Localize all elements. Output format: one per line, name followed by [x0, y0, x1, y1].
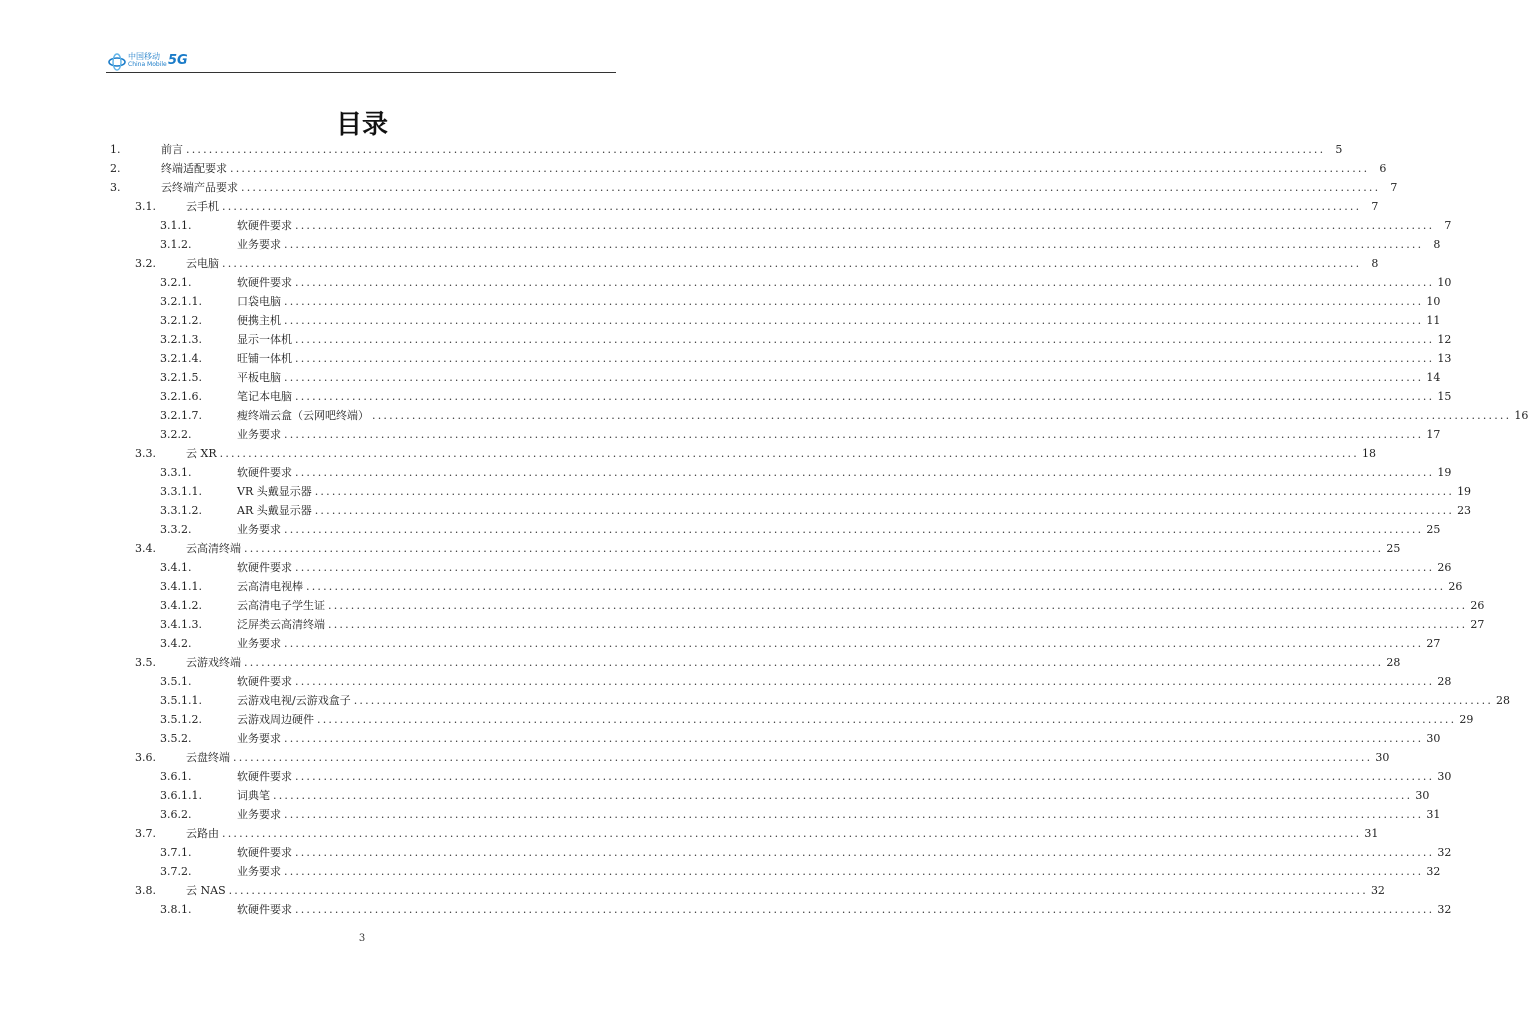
- toc-entry-number: 3.5.1.2.: [160, 713, 202, 726]
- toc-entry-line: [237, 463, 1452, 482]
- toc-entry-number: 3.2.1.7.: [160, 409, 202, 422]
- toc-entry[interactable]: [0, 273, 1452, 292]
- toc-entry-line: [237, 273, 1452, 292]
- toc-entry-number: 3.5.1.1.: [160, 694, 202, 707]
- toc-entry-page: 26: [1448, 580, 1463, 593]
- toc-entry-title: 云高清电视棒: [237, 580, 303, 593]
- toc-entry-line: [237, 425, 1441, 444]
- toc-entry-number: 3.4.2.: [160, 637, 192, 650]
- toc-entry-page: 27: [1470, 618, 1485, 631]
- toc-entry-line: [237, 330, 1452, 349]
- toc-entry[interactable]: [0, 159, 1387, 178]
- toc-entry-title: 业务要求: [237, 238, 281, 251]
- toc-entry-page: 30: [1375, 751, 1390, 764]
- toc-entry[interactable]: [0, 387, 1452, 406]
- toc-entry-number: 3.5.2.: [160, 732, 192, 745]
- toc-entry-page: 19: [1437, 466, 1452, 479]
- toc-entry-number: 3.4.: [135, 542, 156, 555]
- toc-dot-leader: ........................................................................................................................................................................................................: [317, 713, 1457, 726]
- toc-entry-number: 3.2.1.6.: [160, 390, 202, 403]
- toc-dot-leader: ........................................................................................................................................................................................................: [295, 276, 1435, 289]
- toc-entry-number: 3.7.1.: [160, 846, 192, 859]
- toc-entry-page: 30: [1437, 770, 1452, 783]
- toc-dot-leader: ........................................................................................................................................................................................................: [295, 903, 1435, 916]
- toc-dot-leader: ........................................................................................................................................................................................................: [306, 580, 1446, 593]
- toc-entry[interactable]: [0, 824, 1379, 843]
- toc-entry-number: 3.3.1.1.: [160, 485, 202, 498]
- toc-entry-line: [186, 748, 1390, 767]
- toc-entry-title: 云游戏周边硬件: [237, 713, 314, 726]
- toc-entry-number: 3.4.1.2.: [160, 599, 202, 612]
- toc-entry[interactable]: [0, 425, 1441, 444]
- toc-entry-number: 3.4.1.: [160, 561, 192, 574]
- toc-entry-page: 32: [1426, 865, 1441, 878]
- toc-entry-line: [237, 387, 1452, 406]
- page-number: 3: [358, 933, 366, 944]
- header-divider: [106, 72, 616, 73]
- toc-entry[interactable]: [0, 748, 1390, 767]
- toc-entry-page: 23: [1457, 504, 1472, 517]
- toc-dot-leader: ........................................................................................................................................................................................................: [273, 789, 1413, 802]
- toc-entry-page: 25: [1426, 523, 1441, 536]
- toc-entry[interactable]: [0, 881, 1385, 900]
- toc-entry-title: 前言: [161, 143, 183, 156]
- toc-entry-page: 30: [1426, 732, 1441, 745]
- toc-dot-leader: ........................................................................................................................................................................................................: [295, 466, 1435, 479]
- toc-entry-title: 业务要求: [237, 808, 281, 821]
- toc-entry-page: 17: [1426, 428, 1441, 441]
- toc-entry-number: 3.4.1.1.: [160, 580, 202, 593]
- toc-entry-number: 2.: [110, 162, 121, 175]
- toc-entry-page: 7: [1444, 219, 1452, 232]
- toc-entry-number: 3.1.2.: [160, 238, 192, 251]
- toc-dot-leader: ........................................................................................................................................................................................................: [328, 599, 1468, 612]
- toc-entry[interactable]: [0, 843, 1452, 862]
- toc-dot-leader: ........................................................................................................................................................................................................: [284, 371, 1424, 384]
- toc-entry-title: 云盘终端: [186, 751, 230, 764]
- toc-entry-line: [237, 596, 1485, 615]
- toc-entry-line: [237, 292, 1441, 311]
- toc-entry-page: 6: [1379, 162, 1387, 175]
- toc-dot-leader: ........................................................................................................................................................................................................: [222, 827, 1362, 840]
- toc-entry[interactable]: [0, 672, 1452, 691]
- toc-entry[interactable]: [0, 216, 1452, 235]
- toc-entry-line: [186, 197, 1379, 216]
- toc-entry-number: 3.2.1.4.: [160, 352, 202, 365]
- toc-entry[interactable]: [0, 596, 1485, 615]
- toc-entry-line: [237, 235, 1441, 254]
- toc-entry-page: 31: [1364, 827, 1379, 840]
- toc-entry-page: 28: [1386, 656, 1401, 669]
- toc-entry-line: [186, 653, 1401, 672]
- logo-cn-text: 中国移动: [128, 52, 160, 61]
- toc-entry-number: 3.1.1.: [160, 219, 192, 232]
- toc-entry-title: AR 头戴显示器: [237, 504, 312, 517]
- toc-dot-leader: ........................................................................................................................................................................................................: [222, 257, 1362, 270]
- toc-entry-page: 15: [1437, 390, 1452, 403]
- toc-entry-line: [237, 729, 1441, 748]
- toc-entry-title: 业务要求: [237, 865, 281, 878]
- toc-entry-page: 19: [1457, 485, 1472, 498]
- toc-entry-page: 7: [1371, 200, 1379, 213]
- toc-entry-title: 云游戏终端: [186, 656, 241, 669]
- toc-entry-number: 3.4.1.3.: [160, 618, 202, 631]
- toc-entry-page: 10: [1426, 295, 1441, 308]
- toc-dot-leader: ........................................................................................................................................................................................................: [228, 884, 1368, 897]
- toc-entry-title: 旺铺一体机: [237, 352, 292, 365]
- toc-entry-page: 29: [1459, 713, 1474, 726]
- toc-entry-line: [237, 843, 1452, 862]
- toc-entry[interactable]: [0, 520, 1441, 539]
- toc-dot-leader: ........................................................................................................................................................................................................: [295, 561, 1435, 574]
- toc-entry-title: 云手机: [186, 200, 219, 213]
- toc-entry-line: [161, 159, 1387, 178]
- toc-entry[interactable]: [0, 197, 1379, 216]
- toc-entry-line: [237, 406, 1528, 425]
- toc-dot-leader: ........................................................................................................................................................................................................: [219, 447, 1359, 460]
- china-mobile-mark-icon: [108, 53, 126, 71]
- toc-entry[interactable]: [0, 729, 1441, 748]
- toc-entry-line: [237, 520, 1441, 539]
- toc-entry-line: [161, 140, 1343, 159]
- toc-entry-page: 28: [1437, 675, 1452, 688]
- toc-entry-title: 业务要求: [237, 637, 281, 650]
- toc-entry[interactable]: [0, 368, 1441, 387]
- toc-entry-page: 5: [1335, 143, 1343, 156]
- toc-dot-leader: ........................................................................................................................................................................................................: [222, 200, 1362, 213]
- toc-dot-leader: ........................................................................................................................................................................................................: [284, 428, 1424, 441]
- page-header: [106, 48, 616, 74]
- toc-entry-line: [237, 482, 1472, 501]
- toc-entry-title: 软硬件要求: [237, 903, 292, 916]
- toc-entry-number: 3.5.1.: [160, 675, 192, 688]
- toc-entry-line: [237, 786, 1430, 805]
- toc-entry-number: 3.3.2.: [160, 523, 192, 536]
- toc-entry[interactable]: [0, 577, 1463, 596]
- toc-entry-page: 30: [1415, 789, 1430, 802]
- toc-entry-title: 云游戏电视/云游戏盒子: [237, 694, 351, 707]
- toc-dot-leader: ........................................................................................................................................................................................................: [372, 409, 1512, 422]
- toc-entry[interactable]: [0, 691, 1511, 710]
- toc-entry-title: 云高清终端: [186, 542, 241, 555]
- toc-entry[interactable]: [0, 349, 1452, 368]
- toc-entry[interactable]: [0, 539, 1401, 558]
- toc-entry-line: [186, 824, 1379, 843]
- toc-entry-page: 28: [1496, 694, 1511, 707]
- toc-entry-line: [237, 900, 1452, 919]
- toc-entry-title: 软硬件要求: [237, 466, 292, 479]
- toc-entry[interactable]: [0, 862, 1441, 881]
- china-mobile-logo: [106, 51, 226, 73]
- toc-entry-title: 瘦终端云盒（云网吧终端）: [237, 409, 369, 422]
- toc-entry-title: 云 XR: [186, 447, 217, 460]
- toc-entry[interactable]: [0, 254, 1379, 273]
- toc-entry[interactable]: [0, 330, 1452, 349]
- toc-entry-number: 3.1.: [135, 200, 156, 213]
- toc-entry-page: 8: [1371, 257, 1379, 270]
- toc-entry[interactable]: [0, 292, 1441, 311]
- toc-dot-leader: ........................................................................................................................................................................................................: [284, 637, 1424, 650]
- toc-entry-title: 平板电脑: [237, 371, 281, 384]
- toc-entry-page: 14: [1426, 371, 1441, 384]
- logo-5g-text: 5G: [168, 53, 188, 68]
- toc-entry-page: 13: [1437, 352, 1452, 365]
- toc-entry[interactable]: [0, 140, 1343, 159]
- toc-entry-title: 软硬件要求: [237, 770, 292, 783]
- toc-dot-leader: ........................................................................................................................................................................................................: [244, 542, 1384, 555]
- toc-dot-leader: ........................................................................................................................................................................................................: [284, 295, 1424, 308]
- toc-dot-leader: ........................................................................................................................................................................................................: [314, 504, 1455, 517]
- toc-entry-line: [186, 444, 1376, 463]
- toc-entry-number: 3.3.1.: [160, 466, 192, 479]
- toc-entry-number: 3.6.: [135, 751, 156, 764]
- toc-entry-title: 终端适配要求: [161, 162, 227, 175]
- toc-dot-leader: ........................................................................................................................................................................................................: [295, 846, 1435, 859]
- toc-entry-line: [237, 862, 1441, 881]
- toc-dot-leader: ........................................................................................................................................................................................................: [230, 162, 1370, 175]
- toc-dot-leader: ........................................................................................................................................................................................................: [284, 808, 1424, 821]
- toc-entry[interactable]: [0, 634, 1441, 653]
- toc-entry-line: [237, 615, 1485, 634]
- toc-entry[interactable]: [0, 710, 1474, 729]
- toc-entry[interactable]: [0, 805, 1441, 824]
- toc-entry-line: [237, 710, 1474, 729]
- toc-entry-line: [237, 368, 1441, 387]
- toc-entry[interactable]: [0, 178, 1398, 197]
- toc-entry-line: [186, 254, 1379, 273]
- toc-dot-leader: ........................................................................................................................................................................................................: [295, 675, 1435, 688]
- toc-entry-number: 1.: [110, 143, 121, 156]
- toc-dot-leader: ........................................................................................................................................................................................................: [353, 694, 1494, 707]
- toc-entry-number: 3.2.: [135, 257, 156, 270]
- toc-entry-number: 3.6.1.: [160, 770, 192, 783]
- toc-dot-leader: ........................................................................................................................................................................................................: [284, 865, 1424, 878]
- toc-entry-page: 8: [1433, 238, 1441, 251]
- toc-dot-leader: ........................................................................................................................................................................................................: [186, 143, 1326, 156]
- toc-entry-page: 31: [1426, 808, 1441, 821]
- toc-entry[interactable]: [0, 482, 1472, 501]
- toc-entry-title: 云路由: [186, 827, 219, 840]
- toc-entry-number: 3.8.1.: [160, 903, 192, 916]
- toc-dot-leader: ........................................................................................................................................................................................................: [233, 751, 1373, 764]
- toc-entry-title: 软硬件要求: [237, 846, 292, 859]
- toc-entry-line: [161, 178, 1398, 197]
- toc-entry-line: [237, 767, 1452, 786]
- toc-entry-title: 云高清电子学生证: [237, 599, 325, 612]
- toc-entry-line: [237, 311, 1441, 330]
- toc-entry-page: 18: [1361, 447, 1376, 460]
- toc-entry-page: 11: [1426, 314, 1441, 327]
- toc-entry-title: 云终端产品要求: [161, 181, 238, 194]
- toc-entry-line: [186, 881, 1385, 900]
- toc-entry-page: 7: [1390, 181, 1398, 194]
- toc-entry-line: [237, 577, 1463, 596]
- toc-entry-number: 3.7.: [135, 827, 156, 840]
- toc-dot-leader: ........................................................................................................................................................................................................: [295, 390, 1435, 403]
- toc-entry-line: [237, 805, 1441, 824]
- toc-entry-number: 3.6.1.1.: [160, 789, 202, 802]
- toc-dot-leader: ........................................................................................................................................................................................................: [295, 352, 1435, 365]
- toc-entry-page: 32: [1437, 903, 1452, 916]
- toc-entry-number: 3.2.1.: [160, 276, 192, 289]
- logo-en-text: China Mobile: [128, 61, 167, 68]
- toc-entry-number: 3.3.: [135, 447, 156, 460]
- toc-entry-number: 3.2.1.1.: [160, 295, 202, 308]
- toc-entry-page: 26: [1437, 561, 1452, 574]
- toc-entry[interactable]: [0, 786, 1430, 805]
- toc-entry-number: 3.5.: [135, 656, 156, 669]
- toc-entry-line: [237, 558, 1452, 577]
- toc-entry-number: 3.6.2.: [160, 808, 192, 821]
- toc-entry[interactable]: [0, 311, 1441, 330]
- toc-dot-leader: ........................................................................................................................................................................................................: [284, 238, 1424, 251]
- toc-entry-title: 业务要求: [237, 523, 281, 536]
- toc-entry-page: 26: [1470, 599, 1485, 612]
- toc-entry-title: 显示一体机: [237, 333, 292, 346]
- toc-dot-leader: ........................................................................................................................................................................................................: [284, 314, 1424, 327]
- toc-entry-title: 口袋电脑: [237, 295, 281, 308]
- toc-entry-number: 3.3.1.2.: [160, 504, 202, 517]
- toc-entry-page: 16: [1514, 409, 1528, 422]
- toc-dot-leader: ........................................................................................................................................................................................................: [295, 770, 1435, 783]
- toc-title: 目录: [335, 110, 388, 140]
- toc-entry-line: [237, 349, 1452, 368]
- toc-dot-leader: ........................................................................................................................................................................................................: [295, 219, 1435, 232]
- toc-entry-number: 3.7.2.: [160, 865, 192, 878]
- toc-entry[interactable]: [0, 444, 1376, 463]
- toc-dot-leader: ........................................................................................................................................................................................................: [284, 523, 1424, 536]
- toc-entry-title: 云 NAS: [186, 884, 226, 897]
- toc-entry-page: 10: [1437, 276, 1452, 289]
- toc-entry-title: 笔记本电脑: [237, 390, 292, 403]
- toc-entry-number: 3.: [110, 181, 121, 194]
- toc-entry-page: 32: [1437, 846, 1452, 859]
- toc-entry[interactable]: [0, 615, 1485, 634]
- toc-dot-leader: ........................................................................................................................................................................................................: [244, 656, 1384, 669]
- toc-entry-title: 业务要求: [237, 732, 281, 745]
- toc-entry-line: [186, 539, 1401, 558]
- toc-entry-number: 3.2.2.: [160, 428, 192, 441]
- toc-entry[interactable]: [0, 501, 1472, 520]
- toc-entry-line: [237, 634, 1441, 653]
- toc-dot-leader: ........................................................................................................................................................................................................: [295, 333, 1435, 346]
- toc-entry-line: [237, 691, 1511, 710]
- toc-dot-leader: ........................................................................................................................................................................................................: [284, 732, 1424, 745]
- toc-entry-line: [237, 672, 1452, 691]
- toc-entry[interactable]: [0, 235, 1441, 254]
- toc-entry-title: VR 头戴显示器: [237, 485, 312, 498]
- toc-entry[interactable]: [0, 767, 1452, 786]
- toc-dot-leader: ........................................................................................................................................................................................................: [328, 618, 1468, 631]
- toc-entry-number: 3.2.1.3.: [160, 333, 202, 346]
- toc-entry-title: 便携主机: [237, 314, 281, 327]
- toc-dot-leader: ........................................................................................................................................................................................................: [314, 485, 1455, 498]
- toc-entry-line: [237, 501, 1472, 520]
- toc-entry-title: 泛屏类云高清终端: [237, 618, 325, 631]
- toc-entry[interactable]: [0, 463, 1452, 482]
- toc-entry-number: 3.8.: [135, 884, 156, 897]
- toc-entry-title: 软硬件要求: [237, 675, 292, 688]
- toc-entry-page: 25: [1386, 542, 1401, 555]
- toc-entry-title: 软硬件要求: [237, 561, 292, 574]
- toc-entry-title: 软硬件要求: [237, 276, 292, 289]
- toc-entry[interactable]: [0, 558, 1452, 577]
- toc-entry[interactable]: [0, 406, 1528, 425]
- toc-entry-page: 32: [1370, 884, 1385, 897]
- toc-entry-title: 云电脑: [186, 257, 219, 270]
- toc-entry-page: 12: [1437, 333, 1452, 346]
- toc-entry-title: 词典笔: [237, 789, 270, 802]
- toc-entry-number: 3.2.1.5.: [160, 371, 202, 384]
- toc-entry-title: 软硬件要求: [237, 219, 292, 232]
- toc-entry-page: 27: [1426, 637, 1441, 650]
- toc-dot-leader: ........................................................................................................................................................................................................: [241, 181, 1381, 194]
- toc-entry[interactable]: [0, 653, 1401, 672]
- toc-entry-number: 3.2.1.2.: [160, 314, 202, 327]
- toc-entry-title: 业务要求: [237, 428, 281, 441]
- toc-entry[interactable]: [0, 900, 1452, 919]
- toc-entry-line: [237, 216, 1452, 235]
